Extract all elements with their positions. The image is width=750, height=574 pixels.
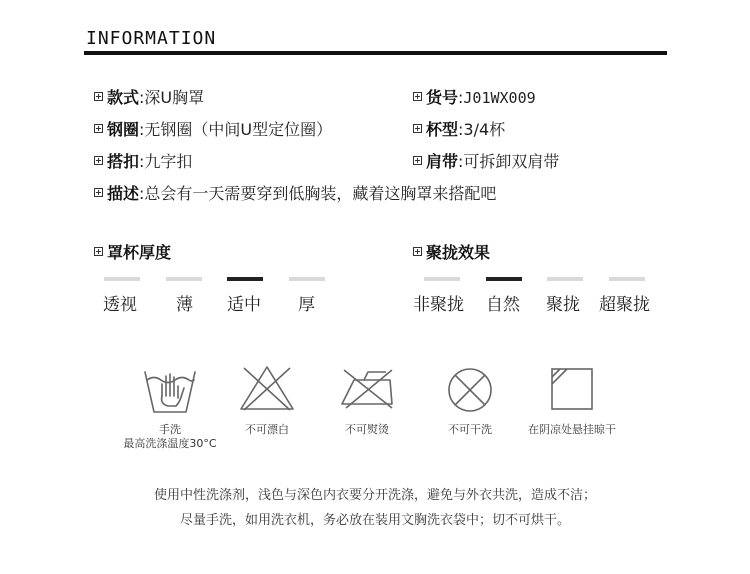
spec-description: 描述:总会有一天需要穿到低胸装，藏着这胸罩来搭配吧 bbox=[94, 181, 496, 204]
bullet-icon bbox=[413, 247, 422, 256]
spec-clasp: 搭扣:九字扣 bbox=[94, 149, 192, 172]
spec-straps: 肩带:可拆卸双肩带 bbox=[413, 149, 559, 172]
bullet-icon bbox=[413, 156, 422, 165]
line-dry-shade-icon bbox=[549, 366, 595, 412]
bullet-icon bbox=[413, 92, 422, 101]
pushup-bar-none bbox=[424, 277, 460, 281]
section-heading: INFORMATION bbox=[86, 28, 217, 49]
pushup-level-pushup: 聚拢 bbox=[546, 295, 580, 315]
thickness-level-medium: 适中 bbox=[227, 295, 261, 315]
care-note-1: 使用中性洗涤剂，浅色与深色内衣要分开洗涤，避免与外衣共洗，造成不洁； bbox=[153, 488, 596, 503]
spec-underwire: 钢圈:无钢圈（中间U型定位圈） bbox=[94, 117, 332, 140]
bullet-icon bbox=[94, 188, 103, 197]
cup-thickness-title: 罩杯厚度 bbox=[94, 240, 171, 263]
thickness-bar-thick bbox=[289, 277, 325, 281]
thickness-level-thick: 厚 bbox=[298, 295, 315, 315]
bullet-icon bbox=[94, 247, 103, 256]
care-label-no-bleach: 不可漂白 bbox=[245, 423, 289, 436]
no-bleach-icon bbox=[238, 364, 296, 412]
care-label-no-iron: 不可熨烫 bbox=[345, 423, 389, 436]
pushup-bar-pushup bbox=[547, 277, 583, 281]
pushup-bar-natural bbox=[486, 277, 522, 281]
thickness-level-sheer: 透视 bbox=[103, 295, 137, 315]
bullet-icon bbox=[94, 124, 103, 133]
spec-item-number: 货号:J01WX009 bbox=[413, 85, 536, 108]
pushup-level-super: 超聚拢 bbox=[599, 295, 650, 315]
heading-rule bbox=[84, 51, 667, 55]
pushup-bar-super bbox=[609, 277, 645, 281]
care-label-line-dry: 在阴凉处悬挂晾干 bbox=[528, 423, 616, 436]
care-label-no-dry-clean: 不可干洗 bbox=[448, 423, 492, 436]
bullet-icon bbox=[94, 92, 103, 101]
bullet-icon bbox=[94, 156, 103, 165]
bullet-icon bbox=[413, 124, 422, 133]
hand-wash-icon bbox=[142, 364, 198, 416]
thickness-bar-sheer bbox=[104, 277, 140, 281]
thickness-bar-thin bbox=[166, 277, 202, 281]
pushup-level-none: 非聚拢 bbox=[413, 295, 464, 315]
care-note-2: 尽量手洗，如用洗衣机，务必放在装用文胸洗衣袋中；切不可烘干。 bbox=[179, 513, 570, 528]
no-iron-icon bbox=[338, 366, 396, 410]
thickness-level-thin: 薄 bbox=[176, 295, 193, 315]
spec-style: 款式:深U胸罩 bbox=[94, 85, 204, 108]
pushup-level-natural: 自然 bbox=[486, 295, 520, 315]
spec-cup-type: 杯型:3/4杯 bbox=[413, 117, 505, 140]
care-label-hand-wash: 手洗 最高洗涤温度30°C bbox=[123, 423, 217, 450]
pushup-effect-title: 聚拢效果 bbox=[413, 240, 490, 263]
no-dry-clean-icon bbox=[446, 366, 494, 414]
thickness-bar-medium bbox=[227, 277, 263, 281]
